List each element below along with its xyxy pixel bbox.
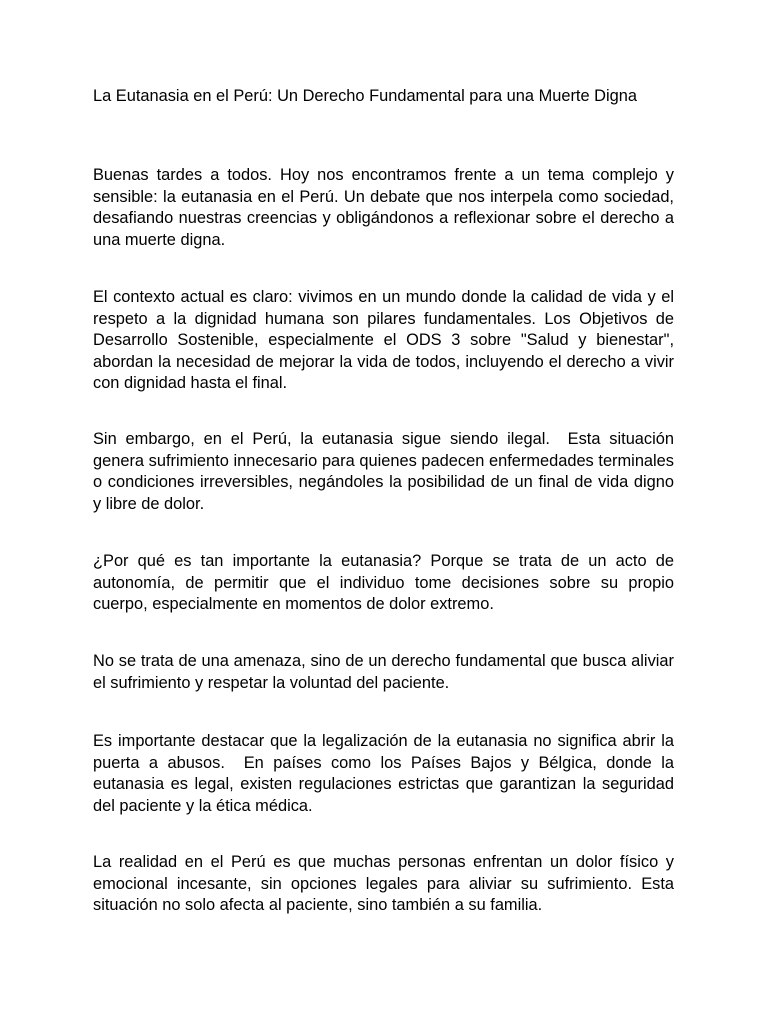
paragraph: Buenas tardes a todos. Hoy nos encontramos frente a un tema complejo y sensible: la eutanasia en el Perú. Un debate que nos interpela como sociedad, desafiando nuestras creencias y obligándonos a reflexionar sobre el derecho a una muerte digna. xyxy=(93,166,679,249)
paragraph: La realidad en el Perú es que muchas personas enfrentan un dolor físico y emocional incesante, sin opciones legales para aliviar su sufrimiento. Esta situación no solo afecta al paciente, sino también a su familia. xyxy=(93,853,679,914)
paragraph: ¿Por qué es tan importante la eutanasia? Porque se trata de un acto de autonomía, de permitir que el individuo tome decisiones sobre su propio cuerpo, especialmente en momentos de dolor extremo. xyxy=(93,552,679,613)
document-title: La Eutanasia en el Perú: Un Derecho Fundamental para una Muerte Digna xyxy=(93,87,637,105)
paragraph: No se trata de una amenaza, sino de un derecho fundamental que busca aliviar el sufrimiento y respetar la voluntad del paciente. xyxy=(93,652,679,692)
paragraph: Sin embargo, en el Perú, la eutanasia sigue siendo ilegal. Esta situación genera sufrimiento innecesario para quienes padecen enfermedades terminales o condiciones irreversibles, negándoles la posibilidad de un final de vida digno y libre de dolor. xyxy=(93,430,679,513)
paragraph: Es importante destacar que la legalización de la eutanasia no significa abrir la puerta a abusos. En países como los Países Bajos y Bélgica, donde la eutanasia es legal, existen regulaciones estrictas que garantizan la seguridad del paciente y la ética médica. xyxy=(93,732,679,815)
paragraph: El contexto actual es claro: vivimos en un mundo donde la calidad de vida y el respeto a la dignidad humana son pilares fundamentales. Los Objetivos de Desarrollo Sostenible, especialmente el ODS 3 sobre "Salud y bienestar", abordan la necesidad de mejorar la vida de todos, incluyendo el derecho a vivir con dignidad hasta el final. xyxy=(93,288,679,392)
